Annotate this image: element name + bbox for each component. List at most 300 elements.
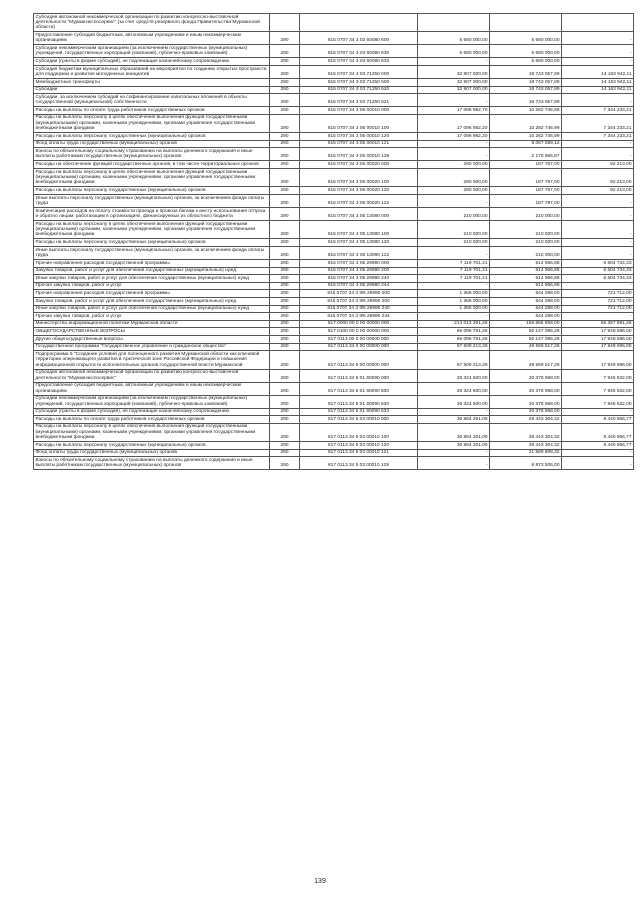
table-row <box>34 86 634 94</box>
row-name: Предоставление субсидий бюджетным, автономным учреждениям и иным некоммерческим организациям <box>34 32 270 45</box>
row-classification-code: 815 0707 34 3 Ф5 29990 000 <box>300 290 418 298</box>
row-unexecuted-amount: - <box>562 32 634 45</box>
row-approved-amount: - <box>418 457 490 470</box>
row-approved-amount: 66 096 781,28 <box>418 335 490 343</box>
row-code: 290 <box>270 457 300 470</box>
table-row <box>34 423 634 441</box>
row-unexecuted-amount: 92 213,00 <box>562 168 634 186</box>
row-executed-amount: 5 680 000,00 <box>490 45 562 58</box>
row-unexecuted-amount: - <box>562 246 634 259</box>
row-code: 290 <box>270 140 300 148</box>
row-code: 290 <box>270 290 300 298</box>
row-approved-amount: 67 509 213,28 <box>418 351 490 369</box>
table-row <box>34 239 634 247</box>
table-row <box>34 442 634 450</box>
row-approved-amount: 7 119 701,21 <box>418 267 490 275</box>
row-executed-amount: 28 443 304,32 <box>490 416 562 424</box>
row-classification-code: 815 0707 34 3 03 71250 500 <box>300 79 418 87</box>
row-code: 290 <box>270 148 300 161</box>
row-classification-code: 815 0707 34 3 05 13080 120 <box>300 239 418 247</box>
row-name: Расходы на выплаты персоналу в целях обеспечения выполнения функций государственными (муниципальными) органами, казенными учреждениями, органами управления государственными внебюджетными фондами <box>34 220 270 238</box>
row-classification-code: 815 0707 34 3 03 71250 000 <box>300 66 418 79</box>
row-name: Прочие направления расходов государственной программы <box>34 259 270 267</box>
row-unexecuted-amount: - <box>562 148 634 161</box>
row-approved-amount: 280 000,00 <box>418 187 490 195</box>
row-approved-amount: - <box>418 58 490 66</box>
row-approved-amount: - <box>418 282 490 290</box>
row-unexecuted-amount: - <box>562 282 634 290</box>
row-executed-amount: 644 288,00 <box>490 290 562 298</box>
row-approved-amount: 17 096 982,70 <box>418 107 490 115</box>
row-name: Субсидии некоммерческим организациям (за исключением государственных (муниципальных) учреждений, государственных корпораций (компаний), публично-правовых компаний) <box>34 45 270 58</box>
row-classification-code: 815 0707 34 3 05 00020 100 <box>300 168 418 186</box>
row-code: 290 <box>270 369 300 382</box>
row-classification-code: 815 0707 34 3 03 60080 630 <box>300 45 418 58</box>
row-unexecuted-amount: 8 440 956,77 <box>562 416 634 424</box>
row-name: Расходы на выплаты по оплате труда работников государственных органов <box>34 107 270 115</box>
row-classification-code: 815 0707 34 3 03 71250 521 <box>300 94 418 107</box>
row-classification-code: 815 0707 34 3 05 00010 000 <box>300 107 418 115</box>
row-classification-code: 817 0113 34 5 01 60090 630 <box>300 395 418 408</box>
table-row <box>34 282 634 290</box>
row-executed-amount: 10 282 746,99 <box>490 114 562 132</box>
row-classification-code: 815 0707 34 3 03 71250 520 <box>300 86 418 94</box>
row-unexecuted-amount: 8 440 956,77 <box>562 442 634 450</box>
row-name: Межбюджетные трансферты <box>34 79 270 87</box>
row-name: Иные выплаты персоналу государственных (муниципальных) органов, за исключением фонда оплаты труда <box>34 246 270 259</box>
row-unexecuted-amount: 7 945 632,00 <box>562 395 634 408</box>
row-unexecuted-amount: - <box>562 457 634 470</box>
table-row <box>34 66 634 79</box>
row-code: 290 <box>270 275 300 283</box>
row-name: Прочая закупка товаров, работ и услуг <box>34 313 270 321</box>
table-row <box>34 343 634 351</box>
row-unexecuted-amount: 14 163 942,11 <box>562 79 634 87</box>
row-code: 290 <box>270 351 300 369</box>
row-name: Закупка товаров, работ и услуг для обеспечения государственных (муниципальных) нужд <box>34 297 270 305</box>
row-classification-code: 817 0113 34 5 03 00010 000 <box>300 416 418 424</box>
table-row <box>34 45 634 58</box>
table-row <box>34 220 634 238</box>
row-unexecuted-amount: 7 945 632,00 <box>562 369 634 382</box>
row-classification-code: 815 0707 34 3 Ф5 29990 244 <box>300 313 418 321</box>
row-unexecuted-amount <box>562 14 634 32</box>
row-code: 290 <box>270 66 300 79</box>
row-classification-code: 817 0113 34 5 03 00010 100 <box>300 423 418 441</box>
row-code: 290 <box>270 259 300 267</box>
row-executed-amount: 18 743 057,89 <box>490 66 562 79</box>
row-name: Субсидии (гранты в форме субсидий), не подлежащие казначейскому сопровождению <box>34 408 270 416</box>
row-unexecuted-amount: - <box>562 45 634 58</box>
row-code: 290 <box>270 328 300 336</box>
row-executed-amount: 187 787,00 <box>490 187 562 195</box>
row-classification-code: 815 0707 34 3 05 13080 000 <box>300 207 418 220</box>
row-code: 290 <box>270 335 300 343</box>
row-unexecuted-amount: 56 357 591,28 <box>562 320 634 328</box>
row-classification-code: 815 0707 34 3 05 00020 000 <box>300 161 418 169</box>
table-body <box>34 14 634 470</box>
row-name: Иные закупки товаров, работ и услуг для обеспечения государственных (муниципальных) нужд <box>34 275 270 283</box>
row-approved-amount: 28 324 600,00 <box>418 382 490 395</box>
row-unexecuted-amount: 7 344 233,21 <box>562 133 634 141</box>
row-executed-amount: 49 559 517,28 <box>490 343 562 351</box>
row-executed-amount: 20 378 968,00 <box>490 408 562 416</box>
row-unexecuted-amount: - <box>562 94 634 107</box>
row-approved-amount: 28 324 600,00 <box>418 369 490 382</box>
page-number: 139 <box>314 878 326 885</box>
row-executed-amount: 187 787,00 <box>490 161 562 169</box>
row-classification-code: 815 0707 34 3 03 60080 633 <box>300 58 418 66</box>
table-row <box>34 148 634 161</box>
row-executed-amount: 21 569 808,32 <box>490 449 562 457</box>
row-executed-amount: 514 966,88 <box>490 259 562 267</box>
row-code: 290 <box>270 107 300 115</box>
row-name: Расходы на выплаты персоналу в целях обеспечения выполнения функций государственными (муниципальными) органами, казенными учреждениями, органами управления государственными внебюджетными фондами <box>34 168 270 186</box>
table-row <box>34 207 634 220</box>
row-executed-amount: 187 787,00 <box>490 168 562 186</box>
table-row <box>34 395 634 408</box>
row-code: 290 <box>270 442 300 450</box>
row-approved-amount: 28 324 600,00 <box>418 395 490 408</box>
row-unexecuted-amount: 7 344 233,21 <box>562 114 634 132</box>
row-name: Закупка товаров, работ и услуг для обеспечения государственных (муниципальных) нужд <box>34 267 270 275</box>
row-code: 290 <box>270 382 300 395</box>
row-executed-amount: 5 680 000,00 <box>490 32 562 45</box>
row-executed-amount: 2 175 865,87 <box>490 148 562 161</box>
row-unexecuted-amount: - <box>562 194 634 207</box>
row-name: Расходы на выплаты персоналу государственных (муниципальных) органов <box>34 239 270 247</box>
row-unexecuted-amount: 721 712,00 <box>562 305 634 313</box>
row-code: 290 <box>270 94 300 107</box>
row-name: Взносы по обязательному социальному страхованию на выплаты денежного содержания и иные выплаты работникам государственных (муниципальных) органов <box>34 457 270 470</box>
row-executed-amount: 514 966,88 <box>490 275 562 283</box>
row-unexecuted-amount: 17 949 696,00 <box>562 351 634 369</box>
row-code: 290 <box>270 449 300 457</box>
row-classification-code: 817 0113 34 5 03 00010 120 <box>300 442 418 450</box>
table-row <box>34 259 634 267</box>
row-classification-code: 817 0000 00 0 00 00000 000 <box>300 320 418 328</box>
row-approved-amount: 210 000,00 <box>418 239 490 247</box>
row-name: Субсидии <box>34 86 270 94</box>
row-code: 290 <box>270 45 300 58</box>
row-name: ОБЩЕГОСУДАРСТВЕННЫЕ ВОПРОСЫ <box>34 328 270 336</box>
row-executed-amount <box>490 14 562 32</box>
row-code: 290 <box>270 416 300 424</box>
table-row <box>34 351 634 369</box>
table-row <box>34 94 634 107</box>
row-classification-code: 817 0113 34 5 01 60090 600 <box>300 382 418 395</box>
table-row <box>34 416 634 424</box>
table-row <box>34 313 634 321</box>
row-approved-amount: - <box>418 246 490 259</box>
row-approved-amount: - <box>418 194 490 207</box>
row-classification-code: 817 0113 34 5 03 00010 129 <box>300 457 418 470</box>
row-unexecuted-amount: 7 344 233,21 <box>562 107 634 115</box>
row-classification-code: 815 0707 34 3 05 00010 120 <box>300 133 418 141</box>
row-executed-amount: 156 655 659,00 <box>490 320 562 328</box>
row-name: Расходы на выплаты персоналу в целях обеспечения выполнения функций государственными (муниципальными) органами, казенными учреждениями, органами управления государственными внебюджетными фондами <box>34 114 270 132</box>
table-row <box>34 275 634 283</box>
row-unexecuted-amount: 6 604 734,33 <box>562 259 634 267</box>
row-approved-amount: 1 366 000,00 <box>418 305 490 313</box>
table-row <box>34 335 634 343</box>
row-code: 290 <box>270 267 300 275</box>
row-unexecuted-amount: - <box>562 408 634 416</box>
row-code: 290 <box>270 207 300 220</box>
row-unexecuted-amount: - <box>562 313 634 321</box>
row-classification-code: 815 0707 34 3 05 29990 244 <box>300 282 418 290</box>
row-name: Подпрограмма 5 "Создание условий для полноценного развития Мурманской области как ключевой территории опережающего развития в Арктической зоне Российской Федерации и повышения информационной открытости исполнительных органов государственной власти Мурманской <box>34 351 270 369</box>
row-code: 290 <box>270 313 300 321</box>
row-unexecuted-amount: 721 712,00 <box>562 290 634 298</box>
row-approved-amount: 36 884 261,09 <box>418 442 490 450</box>
row-executed-amount: 18 743 057,89 <box>490 79 562 87</box>
row-name: Субсидии некоммерческим организациям (за исключением государственных (муниципальных) учреждений, государственных корпораций (компаний), публично-правовых компаний) <box>34 395 270 408</box>
row-name: Субсидия автономной некоммерческой организации по развитию конгрессно-выставочной деятельности "Мурманэкспосервис" <box>34 369 270 382</box>
row-classification-code: 815 0707 34 3 05 29990 240 <box>300 275 418 283</box>
row-classification-code: 815 0707 34 3 05 00010 100 <box>300 114 418 132</box>
row-code: 290 <box>270 32 300 45</box>
row-executed-amount: 187 787,00 <box>490 194 562 207</box>
row-unexecuted-amount: - <box>562 239 634 247</box>
row-approved-amount: 67 509 213,28 <box>418 343 490 351</box>
table-row <box>34 58 634 66</box>
row-classification-code: 815 0707 34 3 05 00010 129 <box>300 148 418 161</box>
row-unexecuted-amount: 17 949 696,00 <box>562 335 634 343</box>
row-approved-amount: 210 000,00 <box>418 220 490 238</box>
table-row <box>34 161 634 169</box>
row-classification-code: 817 0113 34 5 01 60090 000 <box>300 369 418 382</box>
row-name: Прочая закупка товаров, работ и услуг <box>34 282 270 290</box>
table-row <box>34 187 634 195</box>
row-name: Другие общегосударственные вопросы <box>34 335 270 343</box>
row-classification-code: 815 0707 34 3 Ф5 29990 200 <box>300 297 418 305</box>
row-code: 290 <box>270 239 300 247</box>
row-approved-amount: 32 907 000,00 <box>418 66 490 79</box>
row-code: 290 <box>270 297 300 305</box>
table-row <box>34 194 634 207</box>
row-executed-amount: 49 559 517,28 <box>490 351 562 369</box>
row-name: Предоставление субсидий бюджетным, автономным учреждениям и иным некоммерческим организациям <box>34 382 270 395</box>
row-executed-amount: 644 288,00 <box>490 305 562 313</box>
row-unexecuted-amount: 14 163 942,11 <box>562 66 634 79</box>
row-name: Расходы на выплаты персоналу в целях обеспечения выполнения функций государственными (муниципальными) органами, казенными учреждениями, органами управления государственными внебюджетными фондами <box>34 423 270 441</box>
row-approved-amount: 7 119 701,21 <box>418 275 490 283</box>
row-executed-amount: 10 282 746,99 <box>490 107 562 115</box>
row-executed-amount: 50 147 085,28 <box>490 328 562 336</box>
row-name: Субсидии, за исключением субсидий на софинансирование капитальных вложений в объекты государственной (муниципальной) собственности <box>34 94 270 107</box>
row-executed-amount: 8 087 089,12 <box>490 140 562 148</box>
row-approved-amount: 7 119 701,21 <box>418 259 490 267</box>
row-executed-amount: 514 966,88 <box>490 267 562 275</box>
table-row <box>34 133 634 141</box>
row-approved-amount: 280 000,00 <box>418 161 490 169</box>
row-code: 290 <box>270 246 300 259</box>
row-approved-amount: 32 907 000,00 <box>418 79 490 87</box>
row-name: Расходы на обеспечение функций государственных органов, в том числе территориальных органов <box>34 161 270 169</box>
row-executed-amount: 5 680 000,00 <box>490 58 562 66</box>
table-row <box>34 320 634 328</box>
row-unexecuted-amount: 8 440 956,77 <box>562 423 634 441</box>
table-row <box>34 449 634 457</box>
budget-table-sheet <box>33 13 633 470</box>
row-name: Государственная программа "Государственное управление и гражданское общество" <box>34 343 270 351</box>
table-row <box>34 457 634 470</box>
row-executed-amount: 210 000,00 <box>490 207 562 220</box>
row-classification-code: 815 0707 34 3 05 00020 122 <box>300 194 418 207</box>
row-code: 290 <box>270 423 300 441</box>
row-classification-code: 815 0707 34 3 03 60080 600 <box>300 32 418 45</box>
row-code: 290 <box>270 168 300 186</box>
row-name: Субсидия бюджетам муниципальных образований на мероприятия по созданию открытых пространств для поддержки и развития молодежных инициатив <box>34 66 270 79</box>
table-row <box>34 408 634 416</box>
row-executed-amount: 28 443 304,32 <box>490 423 562 441</box>
row-approved-amount: - <box>418 313 490 321</box>
row-classification-code: 815 0707 34 3 05 13080 100 <box>300 220 418 238</box>
row-unexecuted-amount: - <box>562 220 634 238</box>
row-approved-amount: 280 000,00 <box>418 168 490 186</box>
row-classification-code: 817 0113 00 0 00 00000 000 <box>300 335 418 343</box>
row-code: 290 <box>270 408 300 416</box>
row-code: 290 <box>270 58 300 66</box>
row-approved-amount: - <box>418 408 490 416</box>
row-approved-amount: 1 366 000,00 <box>418 297 490 305</box>
row-approved-amount: 17 096 982,20 <box>418 114 490 132</box>
row-code <box>270 14 300 32</box>
row-classification-code: 815 0707 34 3 05 29990 000 <box>300 259 418 267</box>
row-name: Субсидии (гранты в форме субсидий), не подлежащие казначейскому сопровождению <box>34 58 270 66</box>
row-approved-amount: 210 000,00 <box>418 207 490 220</box>
row-executed-amount: 6 873 506,00 <box>490 457 562 470</box>
table-row <box>34 328 634 336</box>
row-name: Фонд оплаты труда государственных (муниципальных) органов <box>34 449 270 457</box>
row-unexecuted-amount: - <box>562 58 634 66</box>
row-executed-amount: 18 743 057,89 <box>490 94 562 107</box>
row-executed-amount: 20 378 968,00 <box>490 382 562 395</box>
row-name: Иные выплаты персоналу государственных (муниципальных) органов, за исключением фонда оплаты труда <box>34 194 270 207</box>
row-executed-amount: 20 378 968,00 <box>490 395 562 408</box>
row-executed-amount: 18 743 057,89 <box>490 86 562 94</box>
row-approved-amount: 32 907 000,00 <box>418 86 490 94</box>
row-name: Фонд оплаты труда государственных (муниципальных) органов <box>34 140 270 148</box>
row-executed-amount: 514 966,88 <box>490 282 562 290</box>
budget-table <box>33 13 634 470</box>
row-unexecuted-amount: 7 945 632,00 <box>562 382 634 395</box>
row-name: Министерство информационной политики Мурманской области <box>34 320 270 328</box>
row-classification-code: 817 0113 34 5 01 60090 633 <box>300 408 418 416</box>
row-code: 290 <box>270 161 300 169</box>
row-unexecuted-amount: - <box>562 207 634 220</box>
row-unexecuted-amount: 6 604 734,33 <box>562 267 634 275</box>
row-classification-code: 817 0113 34 5 03 00010 121 <box>300 449 418 457</box>
row-executed-amount: 210 000,00 <box>490 239 562 247</box>
row-approved-amount: 36 884 261,09 <box>418 416 490 424</box>
row-classification-code: 815 0707 34 3 05 00020 120 <box>300 187 418 195</box>
row-code: 290 <box>270 395 300 408</box>
row-classification-code: 817 0113 34 0 00 00000 000 <box>300 343 418 351</box>
row-unexecuted-amount: 92 213,00 <box>562 187 634 195</box>
row-code: 290 <box>270 114 300 132</box>
row-classification-code: 815 0707 34 3 Ф5 29990 240 <box>300 305 418 313</box>
row-approved-amount: 5 680 000,00 <box>418 32 490 45</box>
row-executed-amount: 28 443 304,32 <box>490 442 562 450</box>
row-code: 290 <box>270 86 300 94</box>
row-executed-amount: 50 147 085,28 <box>490 335 562 343</box>
row-approved-amount: - <box>418 94 490 107</box>
row-unexecuted-amount: 14 163 942,11 <box>562 86 634 94</box>
row-code: 290 <box>270 133 300 141</box>
row-approved-amount: 36 884 261,09 <box>418 423 490 441</box>
row-name: Взносы по обязательному социальному страхованию на выплаты денежного содержания и иные выплаты работникам государственных (муниципальных) органов <box>34 148 270 161</box>
row-executed-amount: 20 378 968,00 <box>490 369 562 382</box>
row-approved-amount: 1 366 000,00 <box>418 290 490 298</box>
row-approved-amount: - <box>418 148 490 161</box>
row-name: Компенсация расходов на оплату стоимости проезда и провоза багажа к месту использования отпуска и обратно лицам, работающим в организациях, финансируемых из областного бюджета <box>34 207 270 220</box>
row-name: Прочие направления расходов государственной программы <box>34 290 270 298</box>
row-unexecuted-amount: 92 213,00 <box>562 161 634 169</box>
row-code: 290 <box>270 320 300 328</box>
row-classification-code: 817 0113 34 5 00 00000 000 <box>300 351 418 369</box>
row-approved-amount: - <box>418 449 490 457</box>
row-code: 290 <box>270 305 300 313</box>
row-approved-amount: 17 096 982,20 <box>418 133 490 141</box>
row-approved-amount: - <box>418 140 490 148</box>
row-approved-amount: 5 680 000,00 <box>418 45 490 58</box>
table-row <box>34 382 634 395</box>
row-name: Расходы на выплаты персоналу государственных (муниципальных) органов <box>34 442 270 450</box>
row-code: 290 <box>270 79 300 87</box>
row-approved-amount: 66 096 781,28 <box>418 328 490 336</box>
table-row <box>34 267 634 275</box>
row-executed-amount: 210 000,00 <box>490 246 562 259</box>
table-row <box>34 305 634 313</box>
table-row <box>34 297 634 305</box>
row-code: 290 <box>270 194 300 207</box>
row-name: Расходы на выплаты по оплате труда работников государственных органов <box>34 416 270 424</box>
row-classification-code: 817 0100 00 0 00 00000 000 <box>300 328 418 336</box>
row-classification-code: 815 0707 34 3 05 29990 200 <box>300 267 418 275</box>
table-row <box>34 32 634 45</box>
row-unexecuted-amount: 17 949 696,00 <box>562 343 634 351</box>
row-code: 290 <box>270 343 300 351</box>
row-executed-amount: 644 288,00 <box>490 297 562 305</box>
table-row <box>34 114 634 132</box>
table-row <box>34 107 634 115</box>
row-name: Субсидия автономной некоммерческой организации по развитию конгрессно-выставочной деятельности "Мурманэкспосервис" (за счет средств резервного фонда Правительства Мурманской области) <box>34 14 270 32</box>
row-unexecuted-amount: - <box>562 449 634 457</box>
table-row <box>34 369 634 382</box>
row-unexecuted-amount: 721 712,00 <box>562 297 634 305</box>
row-executed-amount: 210 000,00 <box>490 220 562 238</box>
table-row <box>34 246 634 259</box>
row-executed-amount: 10 282 746,99 <box>490 133 562 141</box>
table-row <box>34 290 634 298</box>
row-code: 290 <box>270 282 300 290</box>
row-approved-amount: 213 013 261,28 <box>418 320 490 328</box>
row-unexecuted-amount: 6 604 734,33 <box>562 275 634 283</box>
row-code: 290 <box>270 187 300 195</box>
row-classification-code: 815 0707 34 3 05 13080 122 <box>300 246 418 259</box>
table-row <box>34 140 634 148</box>
row-approved-amount <box>418 14 490 32</box>
row-name: Иные закупки товаров, работ и услуг для обеспечения государственных (муниципальных) нужд <box>34 305 270 313</box>
table-row <box>34 14 634 32</box>
table-row <box>34 168 634 186</box>
row-name: Расходы на выплаты персоналу государственных (муниципальных) органов <box>34 133 270 141</box>
row-unexecuted-amount: - <box>562 140 634 148</box>
row-name: Расходы на выплаты персоналу государственных (муниципальных) органов <box>34 187 270 195</box>
row-executed-amount: 644 288,00 <box>490 313 562 321</box>
